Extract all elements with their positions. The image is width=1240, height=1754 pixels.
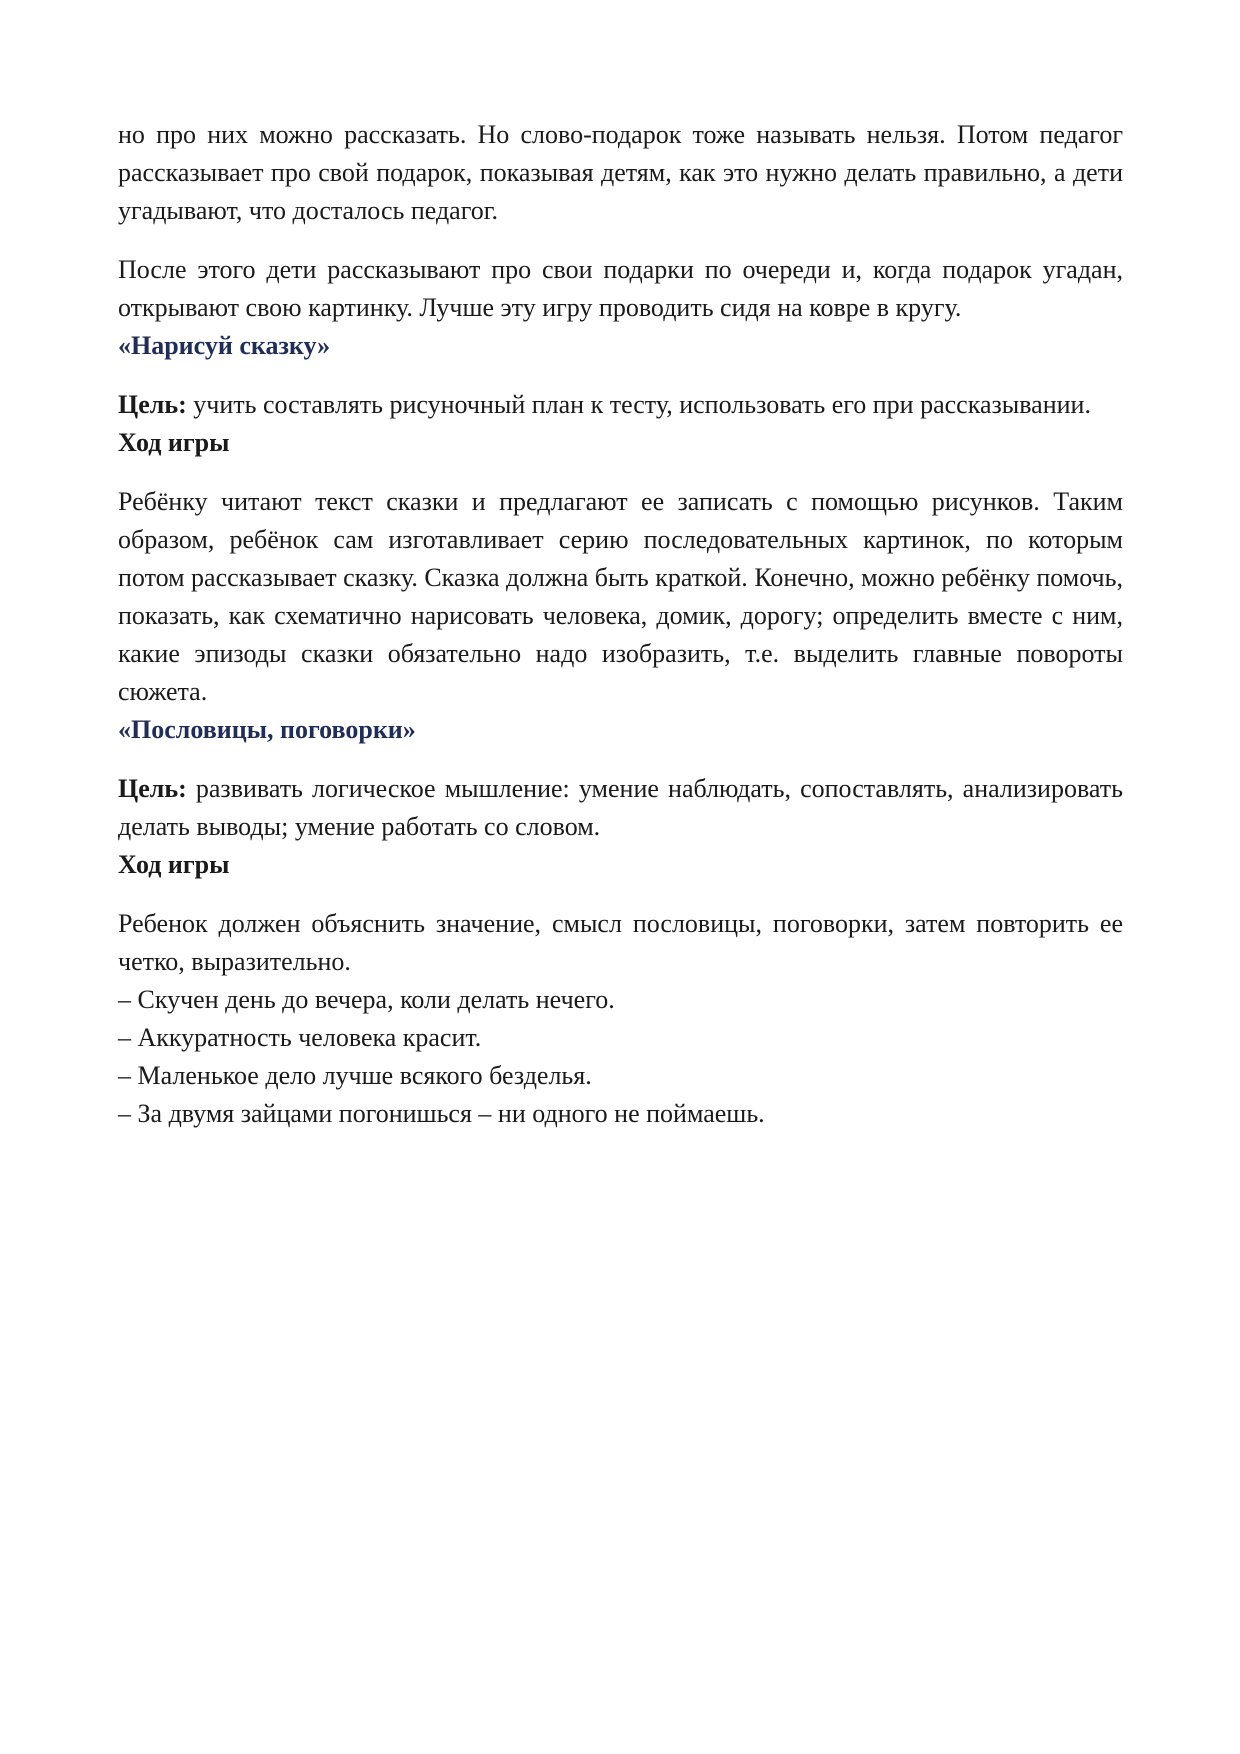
game2-goal xyxy=(118,770,1123,846)
list-item: – Скучен день до вечера, коли делать нечего. xyxy=(118,985,615,1014)
intro-paragraph-1: но про них можно рассказать. Но слово-подарок тоже называть нельзя. Потом педагог рассказывает про свой подарок, показывая детям, как это нужно делать правильно, а дети угадывают, что досталось педагог. xyxy=(118,120,1123,225)
intro-paragraph-2: После этого дети рассказывают про свои подарки по очереди и, когда подарок угадан, открывают свою картинку. Лучше эту игру проводить сидя на ковре в кругу. xyxy=(118,255,1123,322)
list-item: – Маленькое дело лучше всякого безделья. xyxy=(118,1061,592,1090)
goal-text: учить составлять рисуночный план к тесту, использовать его при рассказывании. xyxy=(186,390,1091,419)
goal-text: развивать логическое мышление: умение наблюдать, сопоставлять, анализировать делать выводы; умение работать со словом. xyxy=(118,774,1123,841)
proverb-list xyxy=(118,981,1123,1133)
game2-process-text: Ребенок должен объяснить значение, смысл пословицы, поговорки, затем повторить ее четко, выразительно. xyxy=(118,909,1123,976)
game1-process-text: Ребёнку читают текст сказки и предлагают ее записать с помощью рисунков. Таким образом, ребёнок сам изготавливает серию последовательных картинок, по которым потом рассказывает сказку. Сказка должна быть краткой. Конечно, можно ребёнку помочь, показать, как схематично нарисовать человека, домик, дорогу; определить вместе с ним, какие эпизоды сказки обязательно надо изобразить, т.е. выделить главные повороты сюжета. xyxy=(118,487,1123,706)
game1-goal xyxy=(118,386,1123,424)
game1-process-heading: Ход игры xyxy=(118,428,230,457)
goal-label: Цель: xyxy=(118,774,187,803)
goal-label: Цель: xyxy=(118,390,187,419)
document-page xyxy=(118,116,1123,1133)
game-title-draw-fairy-tale: «Нарисуй сказку» xyxy=(118,331,331,360)
game-title-proverbs: «Пословицы, поговорки» xyxy=(118,715,416,744)
game2-process-heading: Ход игры xyxy=(118,850,230,879)
list-item: – Аккуратность человека красит. xyxy=(118,1023,482,1052)
list-item: – За двумя зайцами погонишься – ни одного не поймаешь. xyxy=(118,1099,765,1128)
